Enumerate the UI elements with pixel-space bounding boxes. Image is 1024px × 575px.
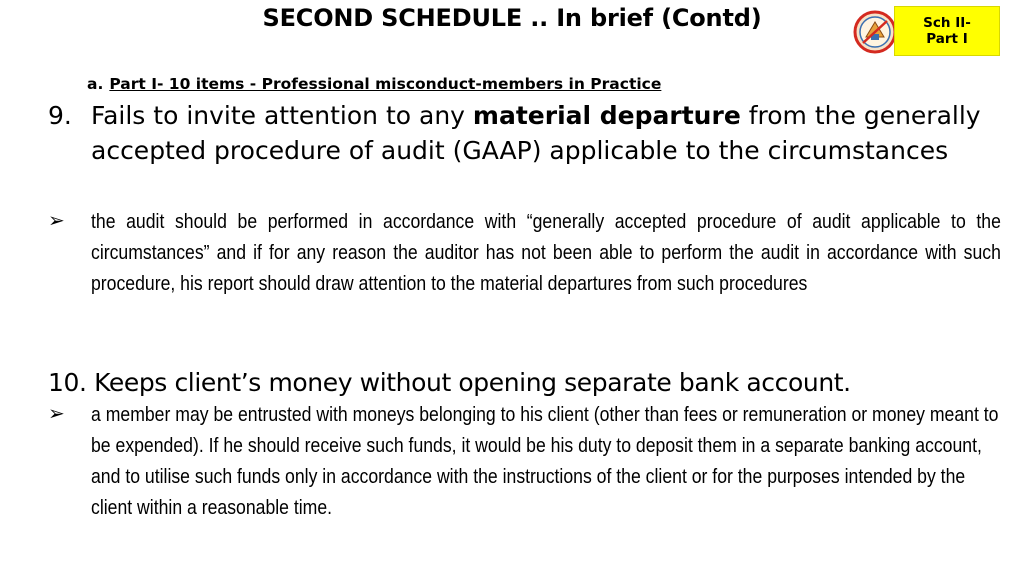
institute-emblem-icon <box>853 10 897 54</box>
item-text: Fails to invite attention to any material departure from the generally accepted procedure of audit (GAAP) applicable to the circumstances <box>91 101 981 165</box>
subheading-marker: a. <box>87 75 104 93</box>
item-number: 9. <box>48 101 72 130</box>
subheading <box>87 75 661 93</box>
item-9-bullet <box>48 206 1001 299</box>
slide-title: SECOND SCHEDULE .. In brief (Contd) <box>262 4 762 32</box>
item-number: 10. <box>48 368 87 397</box>
tag-line-1: Sch II- <box>923 15 971 31</box>
tag-line-2: Part I <box>926 31 968 47</box>
item-text: Keeps client’s money without opening separate bank account. <box>94 368 851 397</box>
item-9-heading <box>48 98 1008 168</box>
bullet-text: the audit should be performed in accordance with “generally accepted procedure of audit applicable to the circumstances” and if for any reason the auditor has not been able to perform the audit in accordance with such procedure, his report should draw attention to the material departures from such procedures <box>91 210 1001 295</box>
item-10-heading <box>48 365 1018 400</box>
schedule-part-tag <box>894 6 1000 56</box>
item-10-bullet <box>48 399 998 523</box>
emphasis-text: material departure <box>472 101 741 130</box>
arrow-bullet-icon: ➢ <box>48 401 65 425</box>
arrow-bullet-icon: ➢ <box>48 208 65 232</box>
bullet-text: a member may be entrusted with moneys belonging to his client (other than fees or remuneration or money meant to be expended). If he should receive such funds, it would be his duty to deposit them in a separate banking account, and to utilise such funds only in accordance with the instructions of the client or for the purposes intended by the client within a reasonable time. <box>91 403 999 519</box>
subheading-text: Part I- 10 items - Professional misconduct-members in Practice <box>109 75 662 93</box>
